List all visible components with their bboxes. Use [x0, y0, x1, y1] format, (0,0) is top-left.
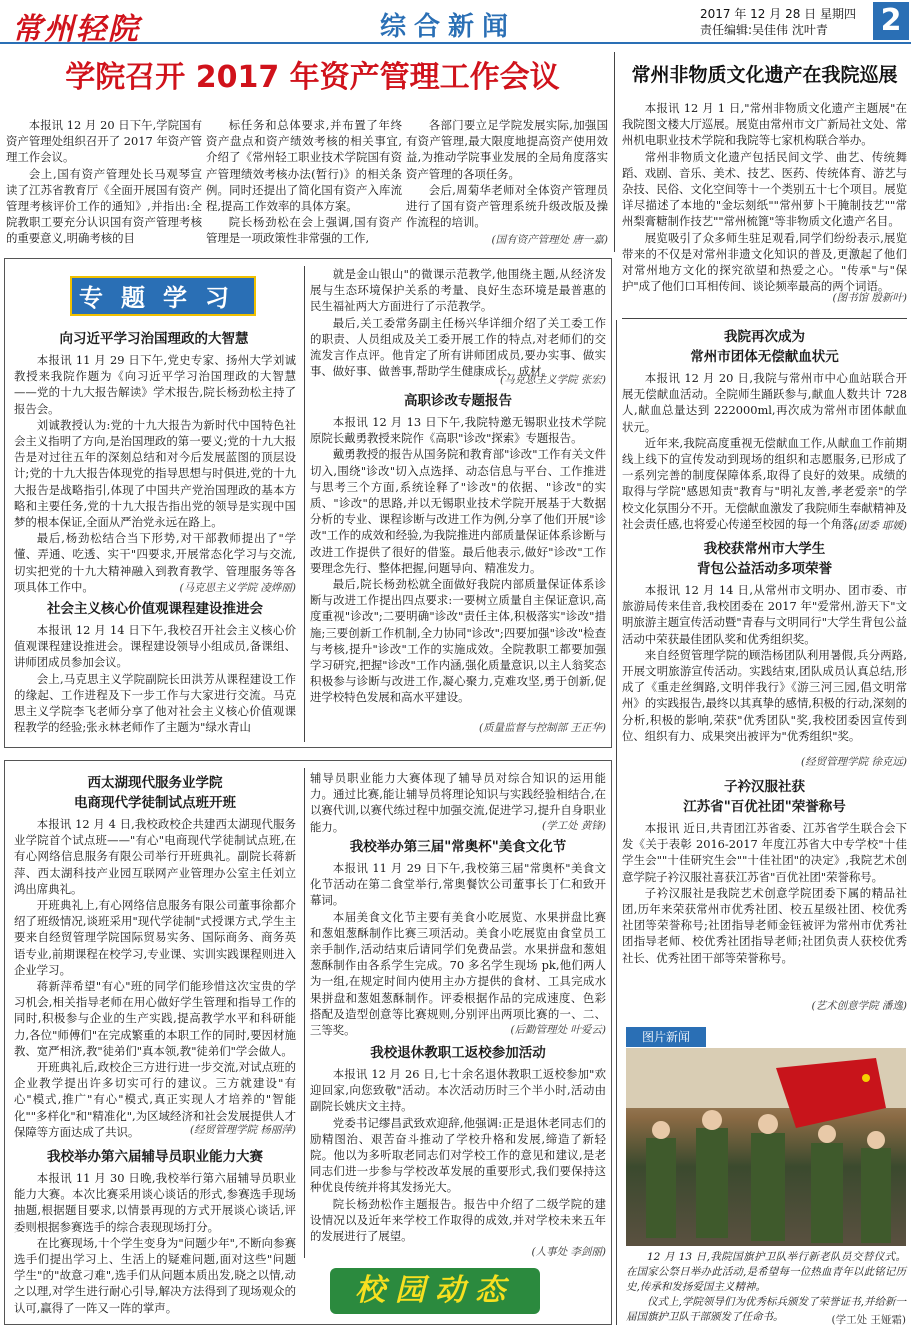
column-divider [304, 266, 305, 742]
article-ecommerce-text: 本报讯 12 月 4 日,我校政校企共建西太湖现代服务业学院首个试点班——"有心"电商现代学徒制试点班,在有心网络信息服务有限公司举行开班典礼。副院长蒋新萍、西太湖科技产业园互联网产业管理办公室主任刘立鸿出席典礼。 开班典礼上,有心网络信息服务有限公司董事徐都介绍了班级情况,谈班采用"现代学徒制"式授课方式,学生主要来自经贸管理学院国际贸易实务、国际商务、商务英语专业,前期课程在校学习,专业课、实训实践课程则进入企业学习。 蒋新萍希望"有心"班的同学们能珍惜这次宝贵的学习机会,相关指导老师在用心做好学生管理和指导工作的同时,积极参与企业的生产实践,提高教学水平和科研能力,各位"师傅们"在完成繁重的本职工作的同时,要因材施教、宽严相济,教"徒弟们"真本领,教"徒弟们"学会做人。 开班典礼后,政校企三方进行进一步交流,对试点班的企业教学提出许多切实可行的建议。三方就建设"有心"模式,推广"有心"模式,真正实现人才培养的"智能化""多样化"和"精准化",为区域经济和社会发展提供人才保障等方面达成了共识。 [14, 817, 296, 1139]
article-retirees-signature: (人事处 李剑丽) [531, 1246, 606, 1258]
main-article-text-1: 本报讯 12 月 20 日下午,学院国有资产管理处组织召开了 2017 年资产管理工作会议。 会上,国有资产管理处长马观琴宣读了江苏省教育厅《全面开展国有资产管理考核评价工作的通知》,并指出:全院教职工要充分认识国有资产管理考核的重要意义,明确考核的目 [6, 118, 202, 246]
column-divider [304, 768, 305, 1258]
article-title-ecommerce-2: 电商现代学徒制试点班开班 [74, 795, 236, 811]
heritage-text: 本报讯 12 月 1 日,"常州非物质文化遗产主题展"在我院图文楼大厅巡展。展览由常州市文广新局社文处、常州机电职业技术学院和我院等七家机构联合举办。 常州非物质文化遗产包括民间文学、曲艺、传统舞蹈、戏剧、音乐、美术、技艺、医药、传统体育、游艺与杂技、民俗、文化空间等十一个类别五十七个项目。展览详尽描述了本地的"金坛刻纸""常州萝卜干腌制技艺""常州梨膏糖制作技艺""常州梳篦"等非物质文化遗产名目。 展览吸引了众多师生驻足观看,同学们纷纷表示,展览带来的不仅是对常州非遗文化知识的普及,更激起了他们对常州地方文化的探究欲望和热爱之心。"传承"与"保护"成了他们口耳相传间、谈论频率最高的两个词语。 [622, 101, 907, 294]
article-title-club-1: 子衿汉服社获 [724, 779, 805, 795]
article-title-ecommerce-1: 西太湖现代服务业学院 [87, 775, 223, 791]
article-counselor-body [14, 1170, 296, 1320]
article-governance-signature: (马克思主义学院 凌烨丽) [179, 582, 296, 594]
article-title-governance: 向习近平学习治国理政的大智慧 [59, 331, 249, 347]
article-counselor-text: 本报讯 11 月 30 日晚,我校举行第六届辅导员职业能力大赛。本次比赛采用谈心谈话的形式,参赛选手现场抽题,根据题目要求,以情景再现的方式开展谈心谈话,评委则根据参赛选手的综合表现现场打分。 在比赛现场,十个学生变身为"问题少年",不断向参赛选手们提出学习上、生活上的疑难问题,面对这些"问题学生"的"故意刁难",选手们从问题本质出发,晓之以情,动之以理,对学生进行耐心引导,解决方法得到了现场观众的认可,赢得了一阵又一阵的掌声。 [14, 1171, 296, 1315]
article-title-award-1: 我校获常州市大学生 [703, 541, 826, 557]
article-title-counselor: 我校举办第六届辅导员职业能力大赛 [47, 1149, 263, 1165]
article-title-retirees: 我校退休教职工返校参加活动 [370, 1045, 546, 1061]
article-title-diagnosis: 高职诊改专题报告 [404, 393, 512, 409]
article-counselor-signature: (学工处 黄锋) [541, 820, 606, 832]
photo-signature: (学工处 王娅霜) [831, 1314, 906, 1326]
article-retirees-body [310, 1066, 606, 1244]
main-article-text-3: 各部门要立足学院发展实际,加强国有资产管理,最大限度地提高资产使用效益,为推动学院事业发展的全局角度落实资产管理的各项任务。 会后,周菊华老师对全体资产管理员进行了国有资产管理系统升级改版及操作流程的培训。 [406, 118, 608, 230]
article-blood-signature: (团委 耶媛) [853, 520, 907, 532]
article-title-award-2: 背包公益活动多项荣誉 [697, 561, 832, 577]
main-headline: 学院召开 2017 年资产管理工作会议 [65, 60, 560, 95]
article-club-signature: (艺术创意学院 潘逸) [811, 1000, 907, 1012]
article-counselor-cont-text: 辅导员职业能力大赛体现了辅导员对综合知识的运用能力。通过比赛,能让辅导员将理论知识与实践经验相结合,在以赛代训,以赛代练过程中加强交流,促进学习,提升自身职业能力。 [310, 771, 606, 834]
article-values-signature: (马克思主义学院 张宏) [499, 374, 606, 386]
article-club-text: 本报讯 近日,共青团江苏省委、江苏省学生联合会下发《关于表彰 2016-2017 年度江苏省大中专学校"十佳学生会""十佳研究生会""十佳社团"的决定》,我院艺术创意学院子衿汉服社喜获江苏省"百优社团"荣誉称号。 子衿汉服社是我院艺术创意学院团委下属的精品社团,历年来荣获常州市优秀社团、校五星级社团、校优秀社团等荣誉称号;社团指导老师金钰被评为常州市优秀社团指导老师、校优秀社团指导老师;社团负责人获校优秀社长、优秀社团干部等荣誉称号。 [622, 821, 907, 965]
campus-news-banner: 校园动态 [330, 1268, 540, 1314]
article-diagnosis-text: 本报讯 12 月 13 日下午,我院特邀无锡职业技术学院原院长戴勇教授来院作《高职"诊改"探索》专题报告。 戴勇教授的报告从国务院和教育部"诊改"工作有关文件切入,围绕"诊改"切入点选择、动态信息与平台、工作推进与思考三个方面,系统诠释了"诊改"的依据、"诊改"的实质、"诊改"的思路,并以无锡职业技术学院开展基于大数据分析的专业、课程诊断与改进工作为例,分享了他们开展"诊改"工作的成效和经验,为我院推进内部质量保证体系诊断与改进工作提供了很好的借鉴。最后他表示,做好"诊改"工作要理念先行、整体把握,问题导向、精准发力。 最后,院长杨劲松就全面做好我院内部质量保证体系诊断与改进工作提出四点要求:一要树立质量自主保证意识,高度重视"诊改";二要明确"诊改"责任主体,积极落实"诊改"措施;三要创新工作机制,全力协同"诊改";四要加强"诊改"检查与考核,提升"诊改"工作的实施成效。全院教职工都要加强学习研究,把握"诊改"工作内涵,强化质量意识,以主人翁奖态积极参与诊断与改进工作,凝心聚力,克难攻坚,勇于创新,促进学校特色发展和高水平建设。 [310, 415, 606, 705]
article-values-body [14, 622, 296, 740]
masthead-logo: 常州轻院 [12, 12, 140, 47]
article-club-body [622, 820, 907, 998]
article-retirees-text: 本报讯 12 月 26 日,七十余名退休教职工返校参加"欢迎回家,向您致敬"活动。本次活动历时三个半小时,活动由副院长姚庆文主持。 党委书记缪昌武致欢迎辞,他强调:正是退休老同志们的励精图治、艰苦奋斗推动了学校升格和发展,缔造了新轻院。他以为多听取老同志们对学校工作的意见和建议,是老同志们进一步参与学校改革发展的重要形式,我们要保持这种优良传统并将其发扬光大。 院长杨劲松作主题报告。报告中介绍了二级学院的建设情况以及近年来学校工作取得的成效,并对学校未来五年的发展进行了展望。 [310, 1067, 606, 1244]
article-award-signature: (经贸管理学院 徐克远) [800, 756, 907, 768]
page-number: 2 [873, 2, 909, 40]
article-diagnosis-signature: (质量监督与控制部 王正华) [478, 722, 606, 734]
article-diagnosis-body [310, 414, 606, 720]
main-article-col1 [6, 117, 202, 247]
issue-date: 2017 年 12 月 28 日 星期四 [700, 7, 856, 21]
article-title-values: 社会主义核心价值观课程建设推进会 [47, 601, 263, 617]
article-food-festival-signature: (后勤管理处 叶爱云) [510, 1024, 606, 1036]
photo-news-label: 图片新闻 [626, 1027, 706, 1047]
special-study-banner: 专题学习 [70, 276, 256, 316]
article-award-body [622, 582, 907, 752]
main-article-text-2: 标任务和总体要求,并布置了年终资产盘点和资产绩效考核的相关事宜,介绍了《常州轻工职业技术学院国有资产管理绩效考核办法(暂行)》的相关条例。同时还提出了简化国有资产入库流程,提高工作效率的具体方案。 院长杨劲松在会上强调,国有资产管理是一项政策性非常强的工作, [206, 118, 402, 246]
article-title-club-2: 江苏省"百优社团"荣誉称号 [683, 799, 846, 815]
column-divider [616, 320, 617, 1325]
section-divider [622, 318, 907, 319]
flag-guard-photo [626, 1048, 906, 1246]
photo-caption: 12 月 13 日,我院国旗护卫队举行新老队员交替仪式。在国家公祭日举办此活动,是希望每一位热血青年以此铭记历史,传承和发扬爱国主义精神。 仪式上,学院领导们为优秀标兵颁发了荣誉证书,并给新一届国旗护卫队干部颁发了任命书。 [626, 1251, 906, 1323]
main-article-signature: (国有资产管理处 唐一嘉) [491, 234, 608, 246]
main-article-col2 [206, 117, 402, 247]
article-values-text: 本报讯 12 月 14 日下午,我校召开社会主义核心价值观课程建设推进会。课程建设领导小组成员,备课组、讲师团成员参加会议。 会上,马克思主义学院副院长田洪芳从课程建设工作的缘起、工作进程及下一步工作与大家进行交流。马克思主义学院李飞老师分享了他对社会主义核心价值观课程教学的经验;张永林老师作了主题为"绿水青山 [14, 623, 296, 735]
article-ecommerce-signature: (经贸管理学院 杨丽萍) [189, 1124, 296, 1136]
article-title-food-festival: 我校举办第三届"常奥杯"美食文化节 [349, 839, 567, 855]
article-values-continued [310, 266, 606, 379]
article-governance-text: 本报讯 11 月 29 日下午,党史专家、扬州大学刘诚教授来我院作题为《向习近平学习治国理政的大智慧——党的十九大报告解读》学术报告,院长杨劲松主持了报告会。 刘诚教授认为:党的十九大报告为新时代中国特色社会主义指明了方向,是治国理政的第一要义;党的十九大报告是对过往五年的深刻总结和对今后发展蓝图的顶层设计;党的十九大报告体现党的指导思想与时俱进,党的十九大报告是战略指引,体现了中国共产党治国理政的基本方略和主要任务,党的十九大报告指出党的领导是实现中国梦的根本保证,全面从严治党永远在路上。 最后,杨劲松结合当下形势,对干部教师提出了"学懂、弄通、吃透、实干"四要求,开展常态化学习与交流,切实把党的十九大精神融入到教育教学、管理服务等各项具体工作中。 [14, 353, 296, 594]
editor-credit: 责任编辑:吴佳伟 沈叶青 [700, 23, 828, 37]
section-title: 综合新闻 [380, 12, 517, 42]
article-blood-text: 本报讯 12 月 20 日,我院与常州市中心血站联合开展无偿献血活动。全院师生踊跃参与,献血人数共计 728 人,献血总量达到 222000ml,再次成为常州市团体献血状元。 近年来,我院高度重视无偿献血工作,从献血工作前期线上线下的宣传发动到现场的组织和志愿服务,已形成了一系列完善的制度保障体系,取得了良好的效果。成绩的取得与学院"感恩知责"教育与"明礼友善,孝老爱亲"的学校文化氛围分不开。无偿献血激发了我院师生奉献精神及社会责任感,也将爱心传递至校园的每一个角落。 [622, 371, 907, 531]
article-food-festival-text: 本报讯 11 月 29 日下午,我校第三届"常奥杯"美食文化节活动在第二食堂举行,常奥餐饮公司董事长丁仁和致开幕词。 本届美食文化节主要有美食小吃展览、水果拼盘比赛和葱姐葱酥制作比赛三项活动。美食小吃展览由食堂员工亲手制作,活动结束后请同学们免费品尝。水果拼盘和葱姐葱酥制作由各系学生完成。70 多名学生现场 pk,他们两人为一组,在规定时间内使用主办方提供的食材、工具完成水果拼盘和葱姐葱酥制作。评委根据作品的完成速度、色彩搭配及造型创意等比赛规则,分别评出两项比赛的一、二、三等奖。 [310, 861, 606, 1038]
article-values-cont-text: 就是金山银山"的微课示范教学,他围绕主题,从经济发展与生态环境保护关系的考量、良好生态环境是最普惠的民生福祉两大方面进行了示范教学。 最后,关工委常务副主任杨兴华详细介绍了关工委工作的职责、人员组成及关工委开展工作的特点,对老师们的交流发言作点评。他肯定了所有讲师团成员,要办实事、做实事、做好事、做善事,帮助学生健康成长、成材。 [310, 267, 606, 379]
article-award-text: 本报讯 12 月 14 日,从常州市文明办、团市委、市旅游局传来佳音,我校团委在 2017 年"爱常州,游天下"文明旅游主题宣传活动暨"青春与文明同行"大学生背包公益活动中荣获最佳团队奖和优秀组织奖。 来自经贸管理学院的顾浩杨团队利用暑假,兵分两路,开展文明旅游宣传活动。实践结束,团队成员认真总结,形成了《重走丝绸路,文明伴我行》《游三河三园,倡文明常州》的实践报告,最终以其真挚的感情,积极的行动,深刻的分析,积极的影响,荣获"优秀团队"奖,我校团委因宣传到位、组织有力、成果突出被评为"优秀组织"奖。 [622, 583, 907, 743]
flag-guard-illustration [626, 1048, 906, 1246]
heritage-headline: 常州非物质文化遗产在我院巡展 [631, 64, 898, 86]
main-article-col3 [406, 117, 608, 232]
heritage-body [622, 100, 907, 294]
dateline [700, 6, 856, 38]
column-divider [614, 52, 615, 252]
heritage-signature: (图书馆 殷新叶) [832, 292, 907, 304]
article-title-blood-2: 常州市团体无偿献血状元 [690, 349, 839, 365]
article-title-blood-1: 我院再次成为 [724, 329, 805, 345]
